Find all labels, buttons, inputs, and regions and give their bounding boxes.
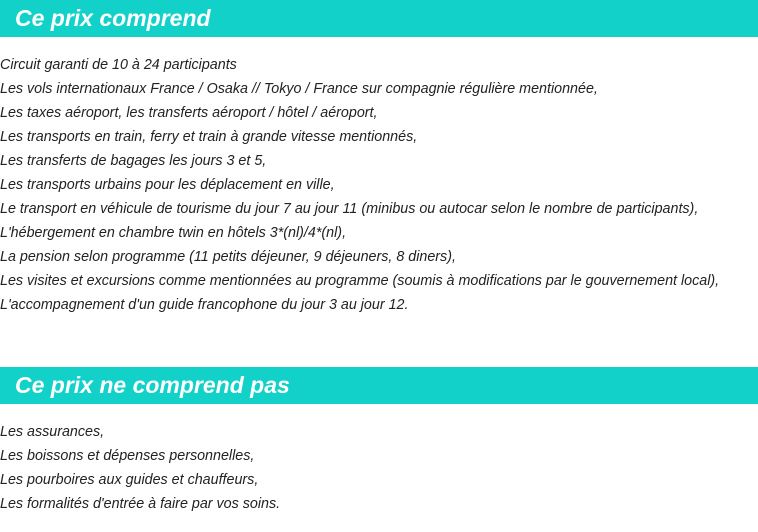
included-section-header: [0, 0, 758, 37]
excluded-list-item: Les assurances,: [0, 424, 105, 440]
included-list-item: L'hébergement en chambre twin en hôtels 3*(nl)/4*(nl),: [0, 225, 347, 241]
included-list: [0, 53, 719, 317]
included-list-item: Le transport en véhicule de tourisme du jour 7 au jour 11 (minibus ou autocar selon le nombre de participants),: [0, 201, 699, 217]
included-list-item: Les vols internationaux France / Osaka // Tokyo / France sur compagnie régulière mentionnée,: [0, 81, 598, 97]
excluded-section-header: [0, 367, 758, 404]
included-list-item: Les transferts de bagages les jours 3 et 5,: [0, 153, 267, 169]
excluded-list-item: Les pourboires aux guides et chauffeurs,: [0, 472, 259, 488]
included-list-item: La pension selon programme (11 petits déjeuner, 9 déjeuners, 8 diners),: [0, 249, 456, 265]
included-section-title: Ce prix comprend: [15, 5, 211, 31]
excluded-list-item: Les boissons et dépenses personnelles,: [0, 448, 255, 464]
included-list-item: Les taxes aéroport, les transferts aéroport / hôtel / aéroport,: [0, 105, 378, 121]
included-list-item: L'accompagnement d'un guide francophone du jour 3 au jour 12.: [0, 297, 409, 313]
included-list-item: Circuit garanti de 10 à 24 participants: [0, 57, 237, 73]
excluded-list: [0, 420, 280, 516]
included-list-item: Les visites et excursions comme mentionnées au programme (soumis à modifications par le gouvernement local),: [0, 273, 720, 289]
excluded-section-title: Ce prix ne comprend pas: [15, 372, 290, 398]
included-list-item: Les transports urbains pour les déplacement en ville,: [0, 177, 335, 193]
included-list-item: Les transports en train, ferry et train à grande vitesse mentionnés,: [0, 129, 418, 145]
excluded-list-item: Les formalités d'entrée à faire par vos soins.: [0, 496, 281, 512]
